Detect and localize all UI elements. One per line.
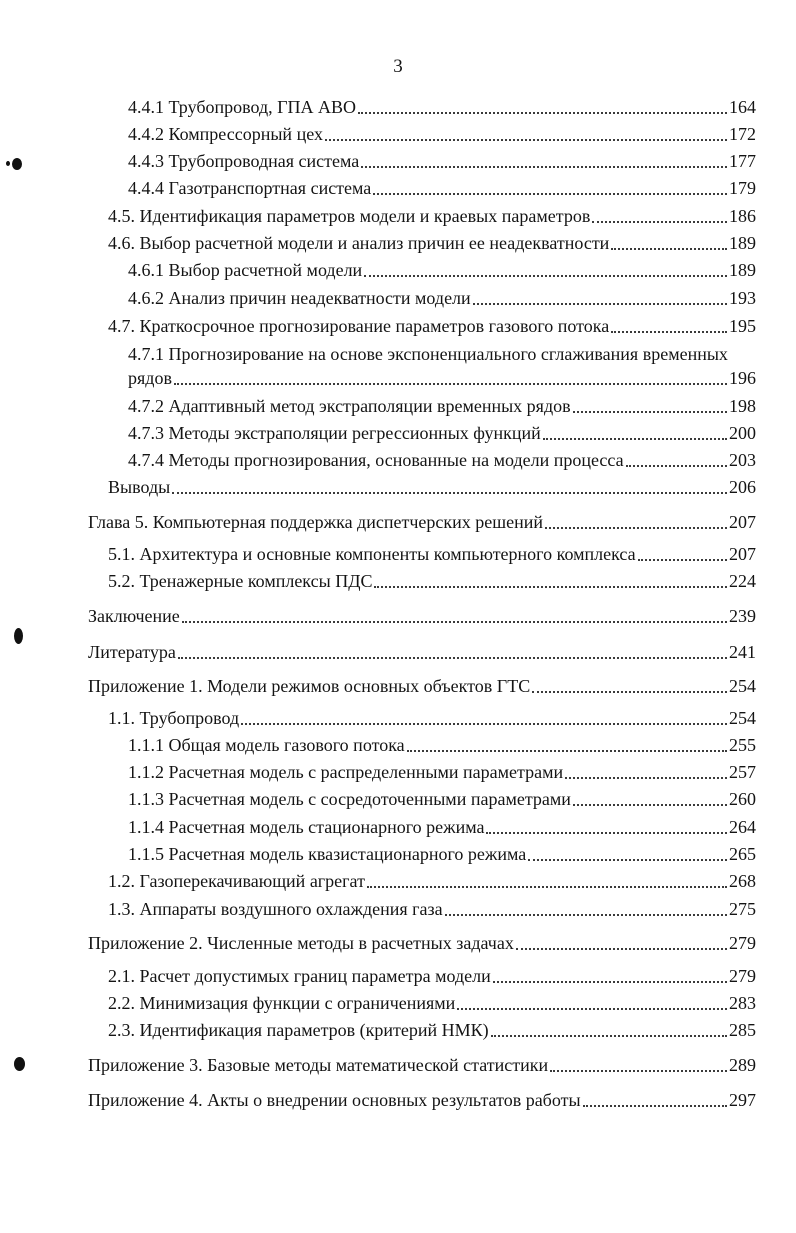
- leader-dots: [626, 465, 727, 467]
- toc-entry: [108, 231, 756, 255]
- toc-entry-label: 4.7.4 Методы прогнозирования, основанные на модели процесса: [128, 450, 624, 470]
- toc-entry: [108, 475, 756, 499]
- toc-entry-page: 289: [729, 1055, 756, 1075]
- leader-dots: [174, 383, 727, 385]
- toc-entry: [128, 421, 756, 445]
- toc-entry: [128, 176, 756, 200]
- toc-entry-label: 2.1. Расчет допустимых границ параметра модели: [108, 966, 491, 986]
- leader-dots: [374, 586, 727, 588]
- leader-dots: [528, 859, 727, 861]
- leader-dots: [545, 527, 727, 529]
- toc-entry: [108, 991, 756, 1015]
- toc-entry: [108, 706, 756, 730]
- toc-entry-label: 4.6. Выбор расчетной модели и анализ причин ее неадекватности: [108, 233, 610, 253]
- toc-entry: [128, 286, 756, 310]
- toc-entry: [128, 394, 756, 418]
- toc-entry-label: 1.1.4 Расчетная модель стационарного режима: [128, 817, 485, 837]
- toc-entry-page: 206: [729, 477, 756, 497]
- toc-entry-label: 1.1.1 Общая модель газового потока: [128, 735, 405, 755]
- leader-dots: [583, 1105, 727, 1107]
- toc-entry-label: Приложение 1. Модели режимов основных объектов ГТС: [88, 676, 531, 696]
- toc-entry: [88, 674, 756, 698]
- toc-entry: [108, 542, 756, 566]
- toc-entry-page: 189: [729, 260, 756, 280]
- toc-entry-page: 285: [729, 1020, 756, 1040]
- toc-entry-page: 254: [729, 708, 756, 728]
- leader-dots: [361, 166, 727, 168]
- scan-mark: [14, 628, 23, 644]
- toc-entry-label: 4.6.2 Анализ причин неадекватности модели: [128, 288, 471, 308]
- toc-entry-label: 4.6.1 Выбор расчетной модели: [128, 260, 363, 280]
- toc-entry: [128, 760, 756, 784]
- leader-dots: [358, 112, 727, 114]
- toc-entry: [88, 931, 756, 955]
- toc-entry-page: 254: [729, 676, 756, 696]
- toc-entry-label: 4.4.3 Трубопроводная система: [128, 151, 360, 171]
- toc-entry: [128, 122, 756, 146]
- toc-entry-page: 279: [729, 966, 756, 986]
- toc-entry: [128, 448, 756, 472]
- toc-entry: [108, 897, 756, 921]
- leader-dots: [573, 804, 727, 806]
- toc-entry: [128, 366, 756, 390]
- toc-entry-label: 4.4.2 Компрессорный цех: [128, 124, 323, 144]
- toc-entry-label: 4.4.4 Газотранспортная система: [128, 178, 372, 198]
- leader-dots: [491, 1035, 727, 1037]
- toc-entry-label: Выводы: [108, 477, 171, 497]
- toc-entry-page: 179: [729, 178, 756, 198]
- scan-mark: [14, 1057, 25, 1071]
- toc-entry-page: 186: [729, 206, 756, 226]
- toc-entry-page: 265: [729, 844, 756, 864]
- toc-entry-page: 297: [729, 1090, 756, 1110]
- toc-entry-label: 2.3. Идентификация параметров (критерий НМК): [108, 1020, 489, 1040]
- toc-entry: [88, 510, 756, 534]
- leader-dots: [493, 981, 727, 983]
- toc-entry: [88, 604, 756, 628]
- scan-mark: [6, 161, 10, 166]
- toc-entry-label: рядов: [128, 368, 172, 388]
- toc-entry-page: 241: [729, 642, 756, 662]
- toc-entry-label: Глава 5. Компьютерная поддержка диспетчерских решений: [88, 512, 543, 532]
- toc-entry-label: 5.2. Тренажерные комплексы ПДС: [108, 571, 373, 591]
- page-number: 3: [393, 56, 403, 77]
- leader-dots: [473, 303, 727, 305]
- leader-dots: [182, 621, 727, 623]
- toc-entry-page: 189: [729, 233, 756, 253]
- toc-entry-page: 164: [729, 97, 756, 117]
- toc-entry-page: 172: [729, 124, 756, 144]
- leader-dots: [407, 750, 727, 752]
- leader-dots: [532, 691, 727, 693]
- toc-entry: [108, 204, 756, 228]
- leader-dots: [325, 139, 727, 141]
- toc-entry-page: 196: [729, 368, 756, 388]
- toc-entry-page: 260: [729, 789, 756, 809]
- toc-entry: [128, 842, 756, 866]
- toc-entry-page: 257: [729, 762, 756, 782]
- toc-entry-label: Приложение 3. Базовые методы математической статистики: [88, 1055, 549, 1075]
- toc-entry-label: 1.2. Газоперекачивающий агрегат: [108, 871, 365, 891]
- leader-dots: [565, 777, 727, 779]
- leader-dots: [611, 248, 727, 250]
- toc-entry-page: 207: [729, 512, 756, 532]
- toc-entry-label: 4.7.3 Методы экстраполяции регрессионных функций: [128, 423, 541, 443]
- leader-dots: [373, 193, 727, 195]
- toc-entry: [108, 1018, 756, 1042]
- toc-entry: [88, 640, 756, 664]
- toc-entry-page: 200: [729, 423, 756, 443]
- toc-entry-label: Заключение: [88, 606, 180, 626]
- toc-entry: [128, 95, 756, 119]
- toc-entry-page: 195: [729, 316, 756, 336]
- toc-entry-label: 4.7. Краткосрочное прогнозирование параметров газового потока: [108, 316, 610, 336]
- toc-entry: [108, 964, 756, 988]
- scan-mark: [12, 158, 22, 170]
- toc-entry-page: 275: [729, 899, 756, 919]
- toc-entry-label: 4.5. Идентификация параметров модели и краевых параметров: [108, 206, 591, 226]
- toc-entry-label: 2.2. Минимизация функции с ограничениями: [108, 993, 456, 1013]
- toc-entry-label: 5.1. Архитектура и основные компоненты компьютерного комплекса: [108, 544, 636, 564]
- toc-entry: [88, 1053, 756, 1077]
- toc-entry-label: 1.1.3 Расчетная модель с сосредоточенными параметрами: [128, 789, 571, 809]
- leader-dots: [241, 723, 727, 725]
- toc-entry-page: 207: [729, 544, 756, 564]
- leader-dots: [638, 559, 727, 561]
- toc-entry: [128, 815, 756, 839]
- leader-dots: [367, 886, 727, 888]
- toc-entry-page: 177: [729, 151, 756, 171]
- toc-entry-page: 198: [729, 396, 756, 416]
- toc-entry-page: 279: [729, 933, 756, 953]
- toc-entry-label-line1: 4.7.1 Прогнозирование на основе экспоненциального сглаживания временных: [128, 344, 728, 364]
- leader-dots: [550, 1070, 727, 1072]
- toc-entry-page: 283: [729, 993, 756, 1013]
- toc-entry-page: 255: [729, 735, 756, 755]
- toc-entry: [128, 149, 756, 173]
- toc-entry-page: 239: [729, 606, 756, 626]
- leader-dots: [364, 275, 727, 277]
- toc-entry: [128, 733, 756, 757]
- toc-entry-label: 4.7.2 Адаптивный метод экстраполяции временных рядов: [128, 396, 571, 416]
- toc-entry-label: 1.1. Трубопровод: [108, 708, 240, 728]
- leader-dots: [611, 331, 727, 333]
- toc-entry: [128, 258, 756, 282]
- toc-entry-label: 4.4.1 Трубопровод, ГПА АВО: [128, 97, 357, 117]
- toc-entry: [108, 569, 756, 593]
- toc-entry-label: 1.1.5 Расчетная модель квазистационарного режима: [128, 844, 527, 864]
- toc-entry-page: 203: [729, 450, 756, 470]
- toc-entry-label: Приложение 4. Акты о внедрении основных результатов работы: [88, 1090, 581, 1110]
- leader-dots: [445, 914, 727, 916]
- toc-entry-label: 1.1.2 Расчетная модель с распределенными параметрами: [128, 762, 564, 782]
- toc-entry-label: Литература: [88, 642, 176, 662]
- toc-entry: [128, 787, 756, 811]
- leader-dots: [543, 438, 727, 440]
- toc-entry-page: 264: [729, 817, 756, 837]
- leader-dots: [457, 1008, 727, 1010]
- leader-dots: [178, 657, 727, 659]
- leader-dots: [592, 221, 727, 223]
- toc-entry-page: 224: [729, 571, 756, 591]
- toc-entry-page: 193: [729, 288, 756, 308]
- leader-dots: [516, 948, 727, 950]
- leader-dots: [172, 492, 727, 494]
- toc-entry: [108, 869, 756, 893]
- toc-entry: [108, 314, 756, 338]
- toc-entry-page: 268: [729, 871, 756, 891]
- toc-entry: [88, 1088, 756, 1112]
- toc-entry-label: Приложение 2. Численные методы в расчетных задачах: [88, 933, 514, 953]
- toc-entry-label: 1.3. Аппараты воздушного охлаждения газа: [108, 899, 443, 919]
- leader-dots: [573, 411, 727, 413]
- leader-dots: [486, 832, 727, 834]
